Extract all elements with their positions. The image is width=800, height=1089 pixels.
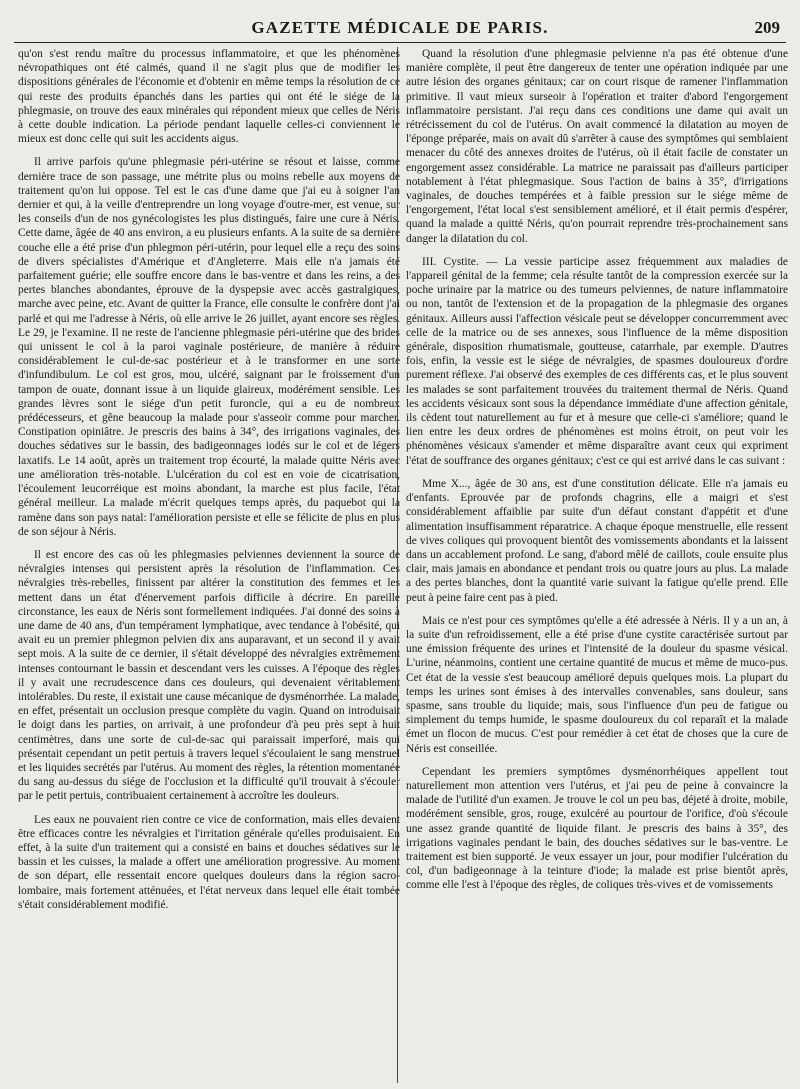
- paragraph: Il est encore des cas où les phlegmasies pelviennes deviennent la source de névralgies intenses qui persistent après la résolution de l'inflammation. Ces névralgies très-rebelles, finissent par altérer la constitution des femmes et les mettent dans un état d'énervement parfois difficile à décrire. En pareille circonstance, les eaux de Néris sont formellement indiquées. J'ai donné des soins à une dame de 40 ans, d'un tempérament lymphatique, avec tendance à l'obésité, qui avait eu un premier phlegmon pelvien dix ans auparavant, et un second il y avait sept mois. A la suite de ce dernier, il s'était développé des névralgies extrêmement intenses contournant le bassin et descendant vers les cuisses. A l'époque des règles il y avait une recrudescence dans ces douleurs, qui devenaient véritablement intolérables. Du reste, il existait une cause mécanique de dysménorrhée. La malade, en effet, présentait un occlusion presque complète du vagin. Quand on introduisait le doigt dans les parties, on arrivait, à une profondeur d'à peu près sept à huit centimètres, dans une sorte de cul-de-sac qui paraissait imperforé, mais qui présentait cependant un petit pertuis à travers lequel s'écoulaient le sang menstruel et les liquides secrétés par l'utérus. Au moment des règles, la rétention momentanée du sang au-dessus du siége de l'occlusion et la difficulté qu'il trouvait à s'écouler par le petit pertuis, contribuaient certainement à accroître les douleurs.: [18, 548, 400, 803]
- paragraph: Cependant les premiers symptômes dysménorrhéiques appellent tout naturellement mon attention vers l'utérus, et j'ai peu de peine à convaincre la malade de l'utilité d'un examen. Je trouve le col un peu bas, déjeté à droite, mobile, modérément sensible, gros, rouge, exulcéré au pourtour de l'orifice, d'où s'écoule une assez grande quantité de liquide filant. Je prescris des bains à 35°, des irrigations vaginales pendant le bain, des douches sédatives sur le bas-ventre. Le traitement est bien supporté. Je veux essayer un jour, pour modifier l'ulcération du col, d'un badigeonnage à la teinture d'iode; la malade est prise bientôt après, comme elle l'est à l'époque des règles, de coliques très-vives et de vomissements: [406, 765, 788, 892]
- left-column: [18, 47, 400, 1083]
- paragraph: Mais ce n'est pour ces symptômes qu'elle a été adressée à Néris. Il y a un an, à la suite d'un refroidissement, elle a été prise d'une cystite caractérisée surtout par une émission fréquente des urines et l'intensité de la douleur du spasme vésical. L'urine, néanmoins, contient une certaine quantité de mucus et même de muco-pus. Cet état de la vessie s'est beaucoup amélioré depuis quelques mois. La plupart du temps les urines sont émises à des intervalles convenables, sans douleur, sans spasme, sans trouble du liquide; mais, sous l'influence d'un peu de fatigue ou simplement du temps humide, le spasme douloureux du col reparaît et la malade émet un flocon de mucus. C'est pour remédier à cet état de choses que la cure de Néris est conseillée.: [406, 614, 788, 755]
- journal-title: GAZETTE MÉDICALE DE PARIS.: [251, 18, 549, 37]
- paragraph: Quand la résolution d'une phlegmasie pelvienne n'a pas été obtenue d'une manière complète, il peut être dangereux de tenter une opération indiquée par une autre lésion des organes génitaux; car on court risque de ramener l'inflammation primitive. Il vaut mieux surseoir à l'opération et traiter d'abord l'engorgement inflammatoire persistant. J'ai reçu dans ces conditions une dame qui avait un rétrécissement du col de l'utérus. On avait commencé la dilatation au moyen de l'éponge préparée, mais on avait dû s'arrêter à cause des symptômes qui semblaient menacer du côté des annexes droites de l'utérus, où il était facile de constater un engorgement assez considérable. La matrice ne paraissait pas d'ailleurs participer notablement à l'état phlegmasique. Sous l'action de bains à 35°, d'irrigations vaginales, de douches tempérées et à faible pression sur le siége même de l'engorgement, l'état local s'est sensiblement amélioré, et il était permis d'espérer, quand la malade a quitté Néris, qu'on pourrait reprendre très-prochainement sans danger la dilatation du col.: [406, 48, 788, 245]
- page-number: 209: [754, 18, 780, 37]
- paragraph: Les eaux ne pouvaient rien contre ce vice de conformation, mais elles devaient être efficaces contre les névralgies et l'irritation générale qu'elles produisaient. En effet, à la suite d'un traitement qui a consisté en bains et douches sédatives sur le bassin et les cuisses, la malade a offert une amélioration progressive. Au moment de son départ, elle ressentait encore quelques douleurs dans la région sacro-lombaire, mais fortement atténuées, et l'état nerveux dans lequel elle était tombée s'était considérablement modifié.: [18, 813, 400, 911]
- paragraph: Il arrive parfois qu'une phlegmasie péri-utérine se résout et laisse, comme dernière trace de son passage, une métrite plus ou moins rebelle aux moyens de traitement qu'on lui oppose. Tel est le cas d'une dame que j'ai eu à soigner l'an dernier et qui, à la veille d'entreprendre un long voyage d'outre-mer, est venue, sur les conseils d'un de nos gynécologistes les plus distingués, faire une cure à Néris. Cette dame, âgée de 40 ans environ, a eu plusieurs enfants. A la suite de sa dernière couche elle a été prise d'un phlegmon péri-utérin, pour lequel elle a reçu des soins de divers spécialistes d'Amérique et d'Angleterre. Mais elle n'a jamais été parfaitement guérie; elle souffre encore dans le bas-ventre et dans les reins, a des pertes blanches abondantes, éprouve de la dyspepsie avec accès gastralgiques, marche avec peine, etc. Avant de quitter la France, elle consulte le confrère dont j'ai parlé et qui me l'adresse à Néris, où elle arrive le 26 juillet, ayant encore ses règles. Le 29, je l'examine. Il ne reste de l'ancienne phlegmasie péri-utérine que des brides qui unissent le col à la paroi vaginale postérieure, de manière à réduire considérablement le cul-de-sac postérieur et à le transformer en une sorte d'infundibulum. Le col est gros, mou, ulcéré, saignant par le froissement d'un tampon de ouate, donnant issue à un liquide glaireux, modérément sensible. Les grandes lèvres sont le siége d'un petit furoncle, qui a eu de nombreux prédécesseurs, et gêne beaucoup la malade pour s'asseoir comme pour marcher. Constipation opiniâtre. Je prescris des bains à 34°, des irrigations vaginales, des douches sédatives sur le bassin, des badigeonnages iodés sur le col et de légers laxatifs. Le 14 août, après un traitement trop écourté, la malade quitte Néris avec une amélioration très-notable. L'ulcération du col est en voie de cicatrisation, l'écoulement leucorréique est moins abondant, la marche est plus facile, l'état général meilleur. La malade m'écrit quelques temps après, du paquebot qui la ramène dans son pays natal: l'amélioration persiste et elle se félicite de plus en plus de son séjour à Néris.: [18, 156, 400, 538]
- paragraph: qu'on s'est rendu maître du processus inflammatoire, et que les phénomènes névropathiques ont été calmés, quand il ne s'agit plus que de modifier les dispositions générales de l'économie et d'obtenir en même temps la résolution de ce qui reste des produits épanchés dans les parties qui ont été le siége de la phlegmasie, on trouve des eaux minérales qui répondent mieux que celles de Néris à cette double indication. La période pendant laquelle celles-ci conviennent le mieux est donc celle qui suit les accidents aigus.: [18, 48, 400, 146]
- paragraph: III. Cystite. — La vessie participe assez fréquemment aux maladies de l'appareil génital de la femme; cela résulte tantôt de la compression exercée sur la poche urinaire par la matrice ou des tumeurs pelviennes, de nature inflammatoire ou non, tantôt de l'extension et de la propagation de la phlegmasie des organes génitaux. Ailleurs aussi l'affection vésicale peut se développer concurremment avec celle de la matrice ou de ses annexes, sous l'influence de la même disposition générale, disposition rhumatismale, goutteuse, catarrhale, par exemple. D'autres fois, enfin, la vessie est le siége de névralgies, de spasmes douloureux d'ordre purement réflexe. J'ai observé des exemples de ces différents cas, et le plus souvent les malades se sont parfaitement trouvées du traitement thermal de Néris. Quand les accidents vésicaux sont sous la dépendance immédiate d'une affection génitale, ils cèdent tout naturellement au fur et à mesure que celle-ci s'améliore; quand le lien entre les deux ordres de phénomènes est moins étroit, on peut voir les phénomènes vésicaux s'amender et même disparaître avant ceux qui expriment l'état de souffrance des organes génitaux; c'est ce qui est arrivé dans le cas suivant :: [406, 255, 788, 467]
- right-column: [406, 47, 788, 1083]
- page-header: [14, 14, 786, 43]
- paragraph: Mme X..., âgée de 30 ans, est d'une constitution délicate. Elle n'a jamais eu d'enfants. Eprouvée par de profonds chagrins, elle a maigri et s'est considérablement affaiblie par suite d'un défaut constant d'appétit et d'une alimentation insuffisamment réparatrice. A chaque époque menstruelle, elle ressent de vives coliques qui provoquent bientôt des vomissements abondants et la laissent dans un accablement profond. Le sang, d'abord mêlé de caillots, coule ensuite plus clair, mais jamais en abondance et pendant trois ou quatre jours au plus. La malade a des pertes blanches, dont la quantité varie suivant la fatigue qu'elle prend. Elle peut à peine faire cent pas à pied.: [406, 477, 788, 604]
- column-divider: [397, 47, 398, 1083]
